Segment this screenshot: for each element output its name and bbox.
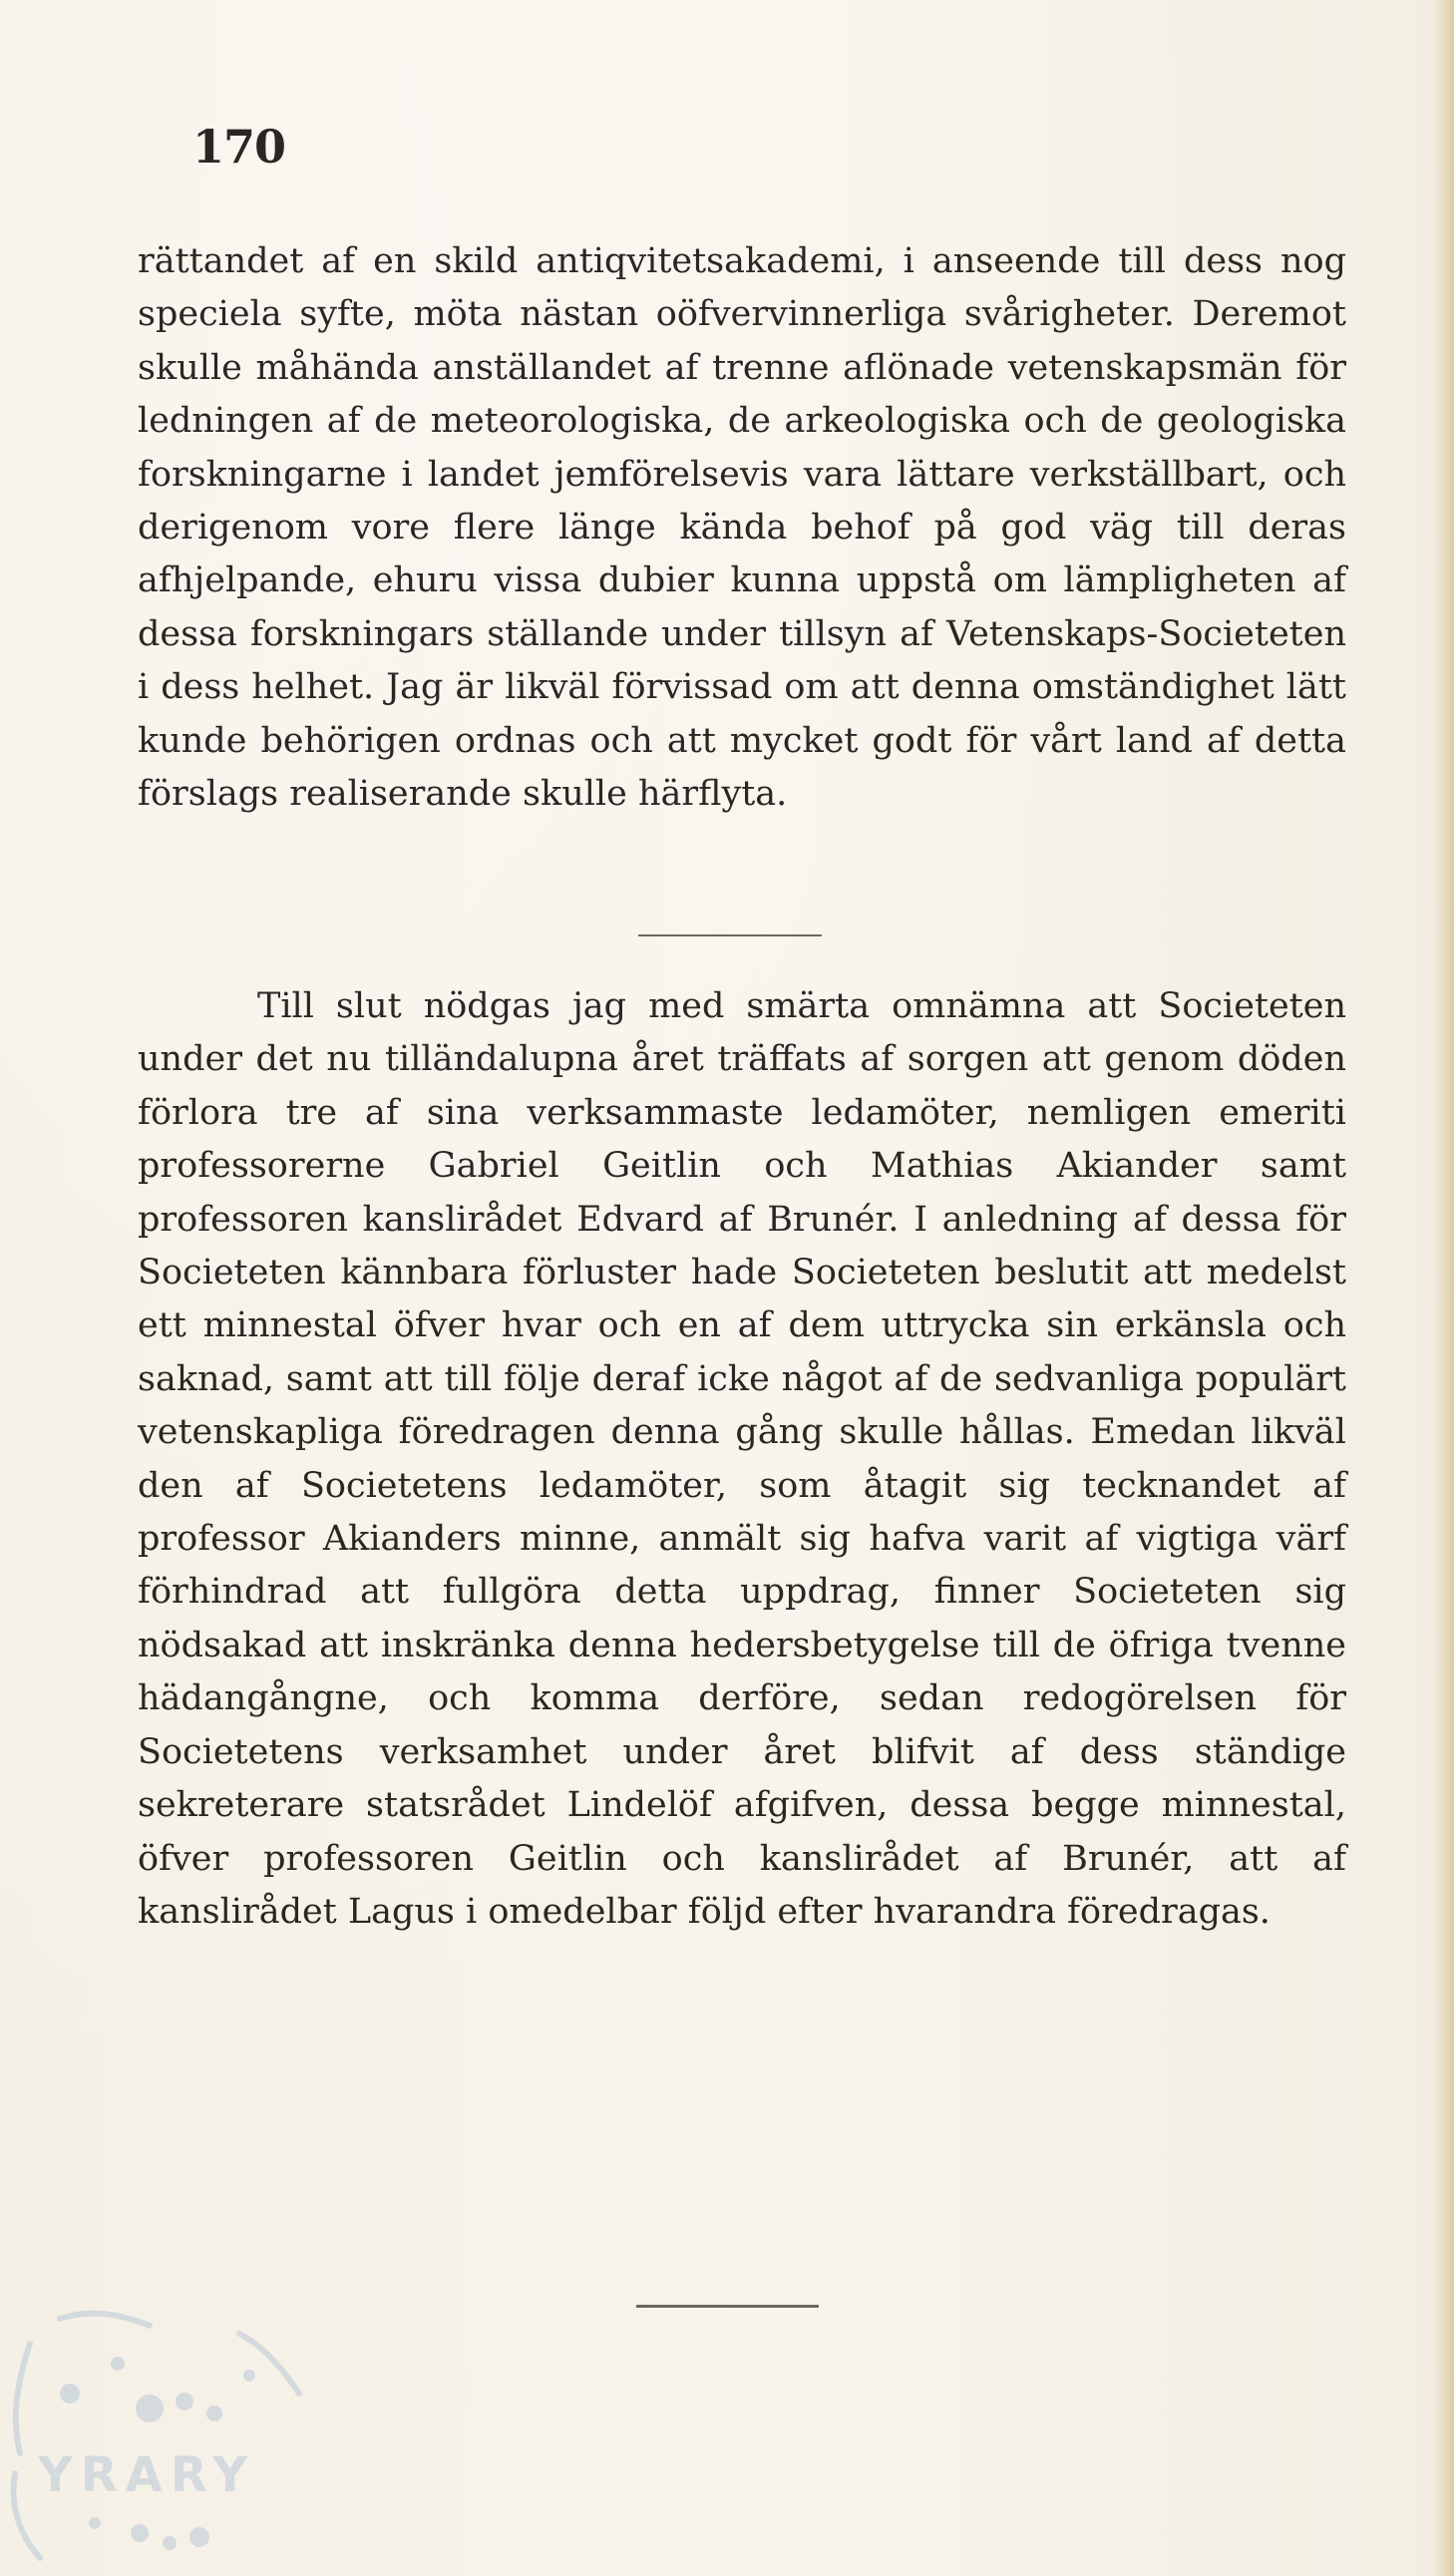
paragraph-1: rättandet af en skild antiqvitetsakademi, i anseende till dess nog speciela syfte, möta nästan oöfvervinnerliga svårigheter. Deremot skulle måhända anställandet af trenne aflönade vetenskapsmän för ledningen af de meteorologiska, de arkeologiska och de geologiska forskningarne i landet jemförelsevis vara lättare verkställbart, och derigenom vore flere länge kända behof på god väg till deras afhjelpande, ehuru vissa dubier kunna uppstå om lämpligheten af dessa forskningars ställande under tillsyn af Vetenskaps-Societeten i dess helhet. Jag är likväl förvissad om att denna omständighet lätt kunde behörigen ordnas och att mycket godt för vårt land af detta förslags realiserande skulle härflyta. (138, 241, 1346, 815)
page-edge-shadow (1432, 0, 1454, 2576)
end-divider (636, 2305, 819, 2308)
library-stamp (0, 2304, 329, 2576)
paragraph-2: Till slut nödgas jag med smärta omnämna att Societeten under det nu tilländalupna året träffats af sorgen att genom döden förlora tre af sina verksammaste ledamöter, nemligen emeriti professorerne Gabriel Geitlin och Mathias Akiander samt professoren kanslirådet Edvard af Brunér. I anledning af dessa för Societeten kännbara förluster hade Societeten beslutit att medelst ett minnestal öfver hvar och en af dem uttrycka sin erkänsla och saknad, samt att till följe deraf icke något af de sedvanliga populärt vetenskapliga föredragen denna gång skulle hållas. Emedan likväl den af Societetens ledamöter, som åtagit sig tecknandet af professor Akianders minne, anmält sig hafva varit af vigtiga värf förhindrad att fullgöra detta uppdrag, finner Societeten sig nödsakad att inskränka denna hedersbetygelse till de öfriga tvenne hädangångne, och komma derföre, sedan redogörelsen för Societetens verksamhet under året blifvit af dess ständige sekreterare statsrådet Lindelöf afgifven, dessa begge minnestal, öfver professoren Geitlin och kanslirådet af Brunér, att af kanslirådet Lagus i omedelbar följd efter hvarandra föredragas. (138, 986, 1346, 1932)
svg-text:YRARY: YRARY (38, 2447, 255, 2503)
section-divider (638, 934, 822, 936)
page-number: 170 (192, 120, 286, 174)
